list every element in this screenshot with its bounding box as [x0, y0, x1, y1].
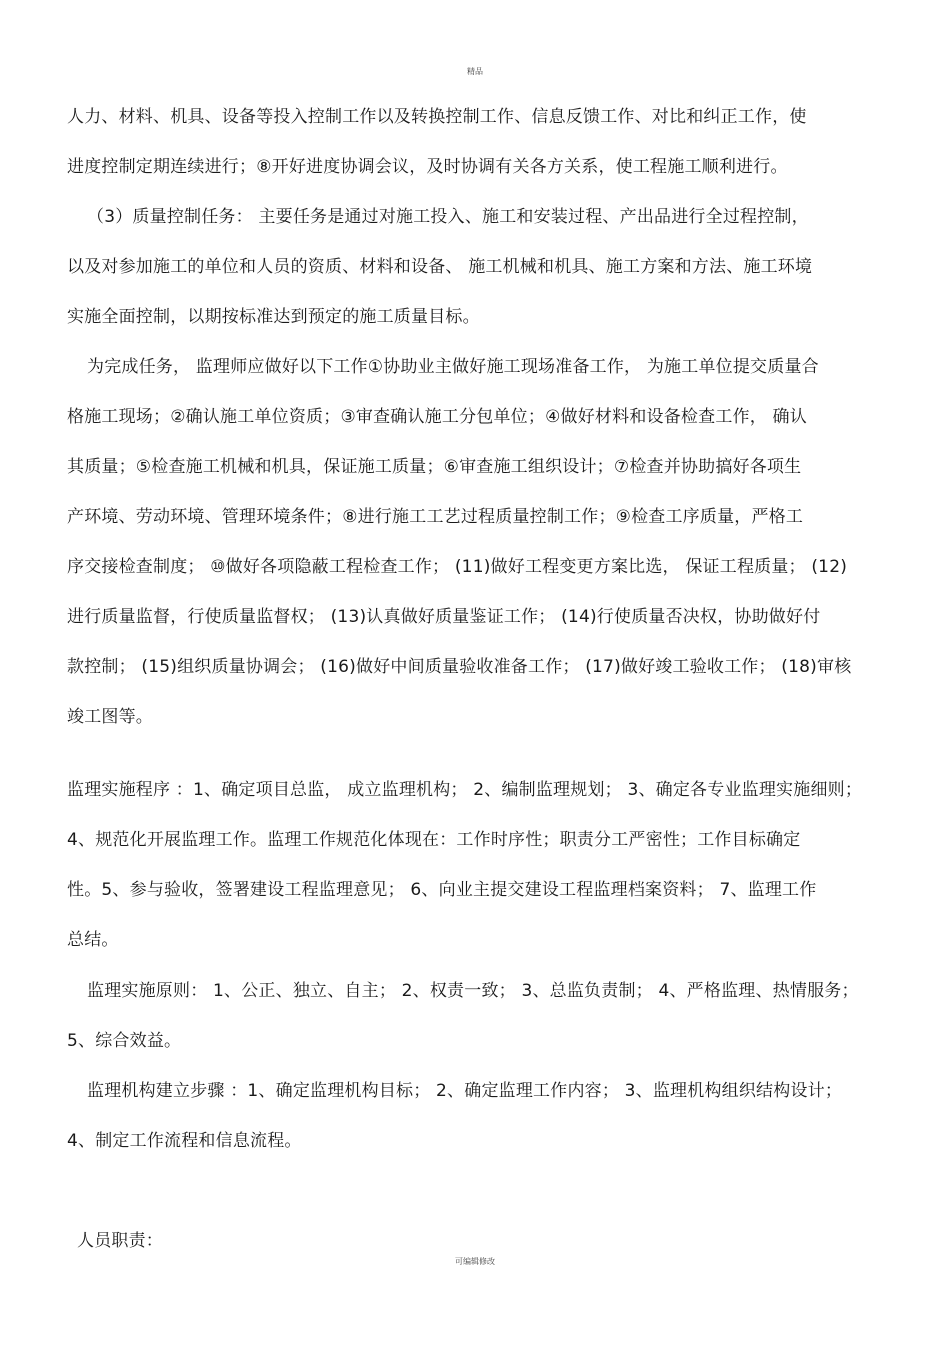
paragraph-line: 以及对参加施工的单位和人员的资质、材料和设备、 施工机械和机具、施工方案和方法、施工环境	[67, 257, 813, 277]
paragraph-line: 款控制； (15)组织质量协调会； (16)做好中间质量验收准备工作； (17)做好竣工验收工作； (18)审核	[67, 657, 852, 677]
paragraph-line: 序交接检查制度； ⑩做好各项隐蔽工程检查工作； (11)做好工程变更方案比选， 保证工程质量； (12)	[67, 557, 848, 577]
paragraph-line: 人力、材料、机具、设备等投入控制工作以及转换控制工作、信息反馈工作、对比和纠正工作，使	[67, 107, 807, 127]
paragraph-line: 格施工现场；②确认施工单位资质；③审查确认施工分包单位；④做好材料和设备检查工作， 确认	[67, 407, 807, 427]
paragraph-line: 总结。	[67, 930, 119, 950]
paragraph-line: 性。5、参与验收，签署建设工程监理意见； 6、向业主提交建设工程监理档案资料； 7、监理工作	[67, 880, 817, 900]
header-watermark: 精品	[467, 67, 483, 76]
paragraph-line: （3）质量控制任务： 主要任务是通过对施工投入、施工和安装过程、产出品进行全过程控制，	[87, 207, 809, 227]
paragraph-line: 竣工图等。	[67, 707, 153, 727]
paragraph-line: 实施全面控制，以期按标准达到预定的施工质量目标。	[67, 307, 480, 327]
paragraph-line: 进度控制定期连续进行；⑧开好进度协调会议，及时协调有关各方关系，使工程施工顺利进行。	[67, 157, 788, 177]
section-heading: 人员职责：	[77, 1231, 163, 1251]
footer-watermark: 可编辑修改	[455, 1257, 495, 1266]
paragraph-line: 进行质量监督，行使质量监督权； (13)认真做好质量鉴证工作； (14)行使质量否决权，协助做好付	[67, 607, 821, 627]
paragraph-line: 监理实施程序 ：1、确定项目总监， 成立监理机构； 2、编制监理规划； 3、确定各专业监理实施细则；	[67, 780, 863, 800]
paragraph-line: 4、规范化开展监理工作。监理工作规范化体现在：工作时序性；职责分工严密性；工作目标确定	[67, 830, 801, 850]
paragraph-line: 5、综合效益。	[67, 1031, 182, 1051]
paragraph-line: 为完成任务， 监理师应做好以下工作①协助业主做好施工现场准备工作， 为施工单位提交质量合	[87, 357, 819, 377]
paragraph-line: 监理实施原则： 1、公正、独立、自主； 2、权责一致； 3、总监负责制； 4、严格监理、热情服务；	[87, 981, 859, 1001]
paragraph-line: 产环境、劳动环境、管理环境条件；⑧进行施工工艺过程质量控制工作；⑨检查工序质量，严格工	[67, 507, 804, 527]
paragraph-line: 监理机构建立步骤 ：1、确定监理机构目标； 2、确定监理工作内容； 3、监理机构组织结构设计；	[87, 1081, 843, 1101]
paragraph-line: 4、制定工作流程和信息流程。	[67, 1131, 302, 1151]
paragraph-line: 其质量；⑤检查施工机械和机具，保证施工质量；⑥审查施工组织设计；⑦检查并协助搞好各项生	[67, 457, 802, 477]
